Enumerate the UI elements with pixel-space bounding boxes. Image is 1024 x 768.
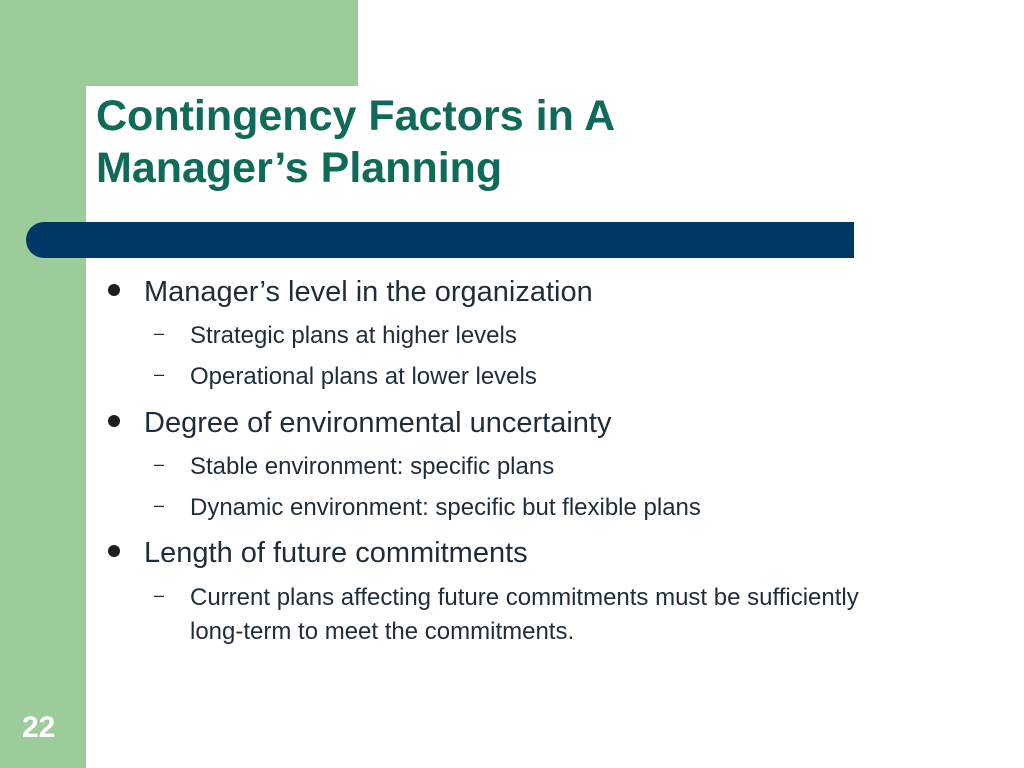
page-number: 22 (22, 711, 56, 744)
sub-bullet-text: Operational plans at lower levels (190, 363, 537, 390)
dash-icon: – (154, 454, 165, 474)
sub-bullet-item (152, 360, 870, 394)
sub-bullet-text: Strategic plans at higher levels (190, 322, 517, 349)
bullet-text: Degree of environmental uncertainty (144, 407, 612, 439)
sub-bullet-item (152, 450, 870, 484)
sub-bullet-item (152, 581, 870, 649)
bullet-dot-icon (108, 284, 120, 296)
sub-bullet-item (152, 491, 870, 525)
bullet-item (108, 406, 611, 440)
sub-bullet-text: Stable environment: specific plans (190, 453, 555, 480)
dash-icon: – (154, 364, 165, 384)
dash-icon: – (154, 323, 165, 343)
sub-bullet-text: Dynamic environment: specific but flexible plans (190, 494, 701, 521)
bullet-text: Manager’s level in the organization (144, 276, 593, 308)
title-line-1: Contingency Factors in A (96, 92, 616, 140)
sub-bullet-text: Current plans affecting future commitments must be sufficiently long-term to meet the commitments. (190, 584, 859, 645)
title-line-2: Manager’s Planning (96, 144, 503, 192)
title-divider-bar (26, 222, 854, 258)
bullet-text: Length of future commitments (144, 537, 528, 569)
bullet-dot-icon (108, 415, 120, 427)
top-band (0, 0, 358, 86)
sub-bullet-item (152, 319, 870, 353)
bullet-item (108, 536, 528, 570)
dash-icon: – (154, 495, 165, 515)
bullet-item (108, 275, 593, 309)
bullet-dot-icon (108, 545, 120, 557)
sidebar-band (0, 0, 86, 768)
slide-title (96, 90, 856, 194)
dash-icon: – (154, 585, 165, 605)
